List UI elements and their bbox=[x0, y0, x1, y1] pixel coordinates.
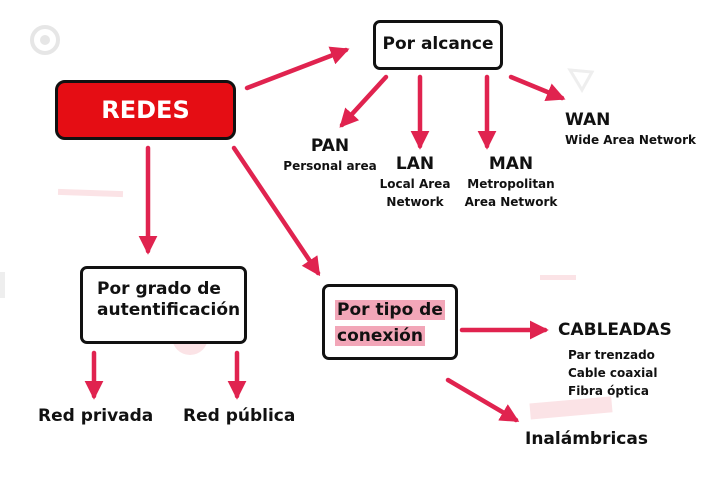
arrow-alcance-to-wan bbox=[511, 77, 562, 98]
conexion-label-line-2: conexión bbox=[337, 326, 423, 346]
wan-desc: Wide Area Network bbox=[565, 133, 697, 148]
man-node bbox=[459, 154, 563, 211]
lan-node bbox=[370, 154, 460, 211]
por-alcance-label: Por alcance bbox=[382, 34, 494, 55]
autentificacion-label-line-2: autentificación bbox=[97, 300, 241, 321]
pan-desc: Personal area bbox=[283, 159, 377, 174]
cableadas-label: CABLEADAS bbox=[558, 320, 672, 340]
man-desc-line-2: Area Network bbox=[464, 195, 558, 210]
man-name: MAN bbox=[488, 154, 534, 174]
inalambricas-label: Inalámbricas bbox=[525, 429, 648, 449]
pan-name: PAN bbox=[310, 136, 350, 156]
lan-desc-line-2: Network bbox=[386, 195, 444, 210]
cableadas-list bbox=[568, 346, 657, 400]
lan-desc-line-1: Local Area bbox=[379, 177, 451, 192]
redes-label: REDES bbox=[101, 96, 190, 124]
man-desc-line-1: Metropolitan bbox=[467, 177, 555, 192]
red-publica-label: Red pública bbox=[183, 406, 296, 426]
por-grado-autentificacion-node bbox=[80, 266, 247, 344]
red-privada-label: Red privada bbox=[38, 406, 154, 426]
cableadas-item: Cable coaxial bbox=[568, 366, 658, 380]
wan-node bbox=[565, 110, 705, 149]
autentificacion-label-line-1: Por grado de bbox=[97, 279, 221, 299]
wan-name: WAN bbox=[565, 110, 611, 130]
arrow-redes-to-alcance bbox=[247, 50, 346, 88]
conexion-label-line-1: Por tipo de bbox=[337, 300, 443, 320]
pan-node bbox=[280, 136, 380, 175]
arrow-to-inalambricas bbox=[448, 380, 516, 420]
redes-node bbox=[55, 80, 236, 140]
por-tipo-conexion-node bbox=[322, 284, 458, 360]
cableadas-item: Par trenzado bbox=[568, 348, 655, 362]
por-alcance-node bbox=[373, 20, 503, 70]
cableadas-item: Fibra óptica bbox=[568, 384, 649, 398]
arrow-alcance-to-pan bbox=[342, 77, 386, 125]
lan-name: LAN bbox=[395, 154, 435, 174]
